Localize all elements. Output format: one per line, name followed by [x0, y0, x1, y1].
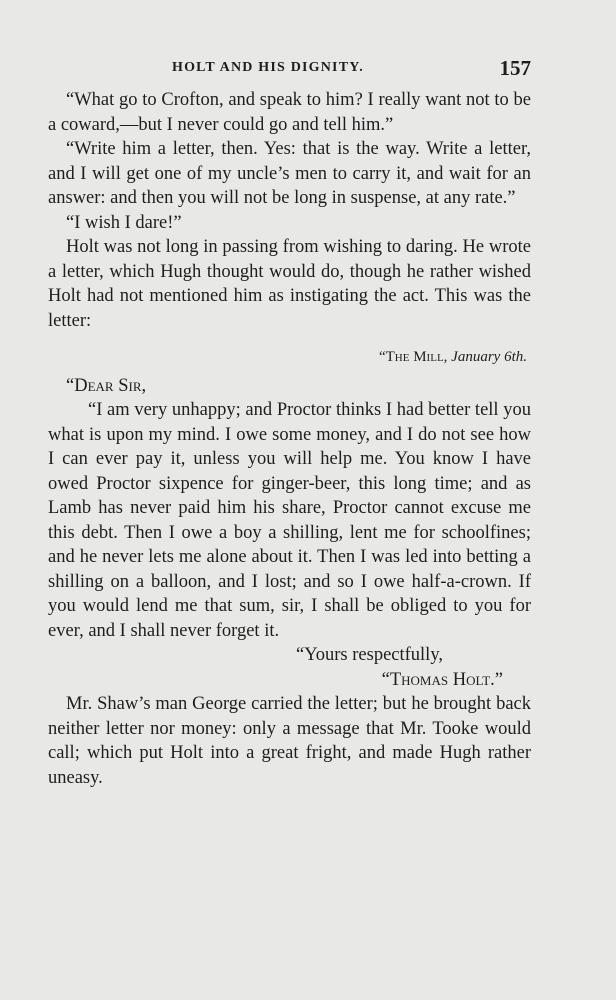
letter-closing: “Yours respectfully,: [296, 645, 443, 665]
letter-dateline: [48, 345, 531, 370]
running-head: HOLT AND HIS DIGNITY.: [172, 60, 364, 75]
paragraph: Mr. Shaw’s man George carried the letter; but he brought back neither letter nor money: only a message that Mr. Tooke would call; which put Holt into a great fright, and made Hugh rather uneasy.: [48, 694, 531, 788]
body-text: [48, 88, 531, 790]
page-header: [48, 56, 531, 84]
paragraph: “What go to Crofton, and speak to him? I really want not to be a coward,—but I never could go and tell him.”: [48, 90, 531, 135]
paragraph: “I wish I dare!”: [66, 212, 182, 233]
letter-signature: “Thomas Holt.”: [381, 669, 503, 690]
paragraph: Holt was not long in passing from wishing to daring. He wrote a letter, which Hugh thought would do, though he rather wished Holt had not mentioned him as instigating the act. This was the letter:: [48, 237, 531, 331]
paragraph: “Write him a letter, then. Yes: that is the way. Write a letter, and I will get one of my uncle’s men to carry it, and wait for an answer: and then you will not be long in suspense, at any rate.”: [48, 139, 531, 208]
page-number: 157: [499, 56, 531, 80]
letter-salutation: “Dear Sir,: [66, 375, 147, 396]
letter-place: “The Mill,: [378, 349, 452, 365]
letter-body: “I am very unhappy; and Proctor thinks I had better tell you what is upon my mind. I owe some money, and I do not see how I can ever pay it, unless you will help me. You know I have owed Proctor sixpence for ginger-beer, this long time; and as Lamb has never paid him his share, Proctor cannot excuse me this debt. Then I owe a boy a shilling, lent me for schoolfines; and he never lets me alone about it. Then I was led into betting a shilling on a balloon, and I lost; and so I owe half-a-crown. If you would lend me that sum, sir, I shall be obliged to you for ever, and I shall never forget it.: [48, 400, 531, 641]
letter-date: January 6th.: [451, 349, 527, 365]
